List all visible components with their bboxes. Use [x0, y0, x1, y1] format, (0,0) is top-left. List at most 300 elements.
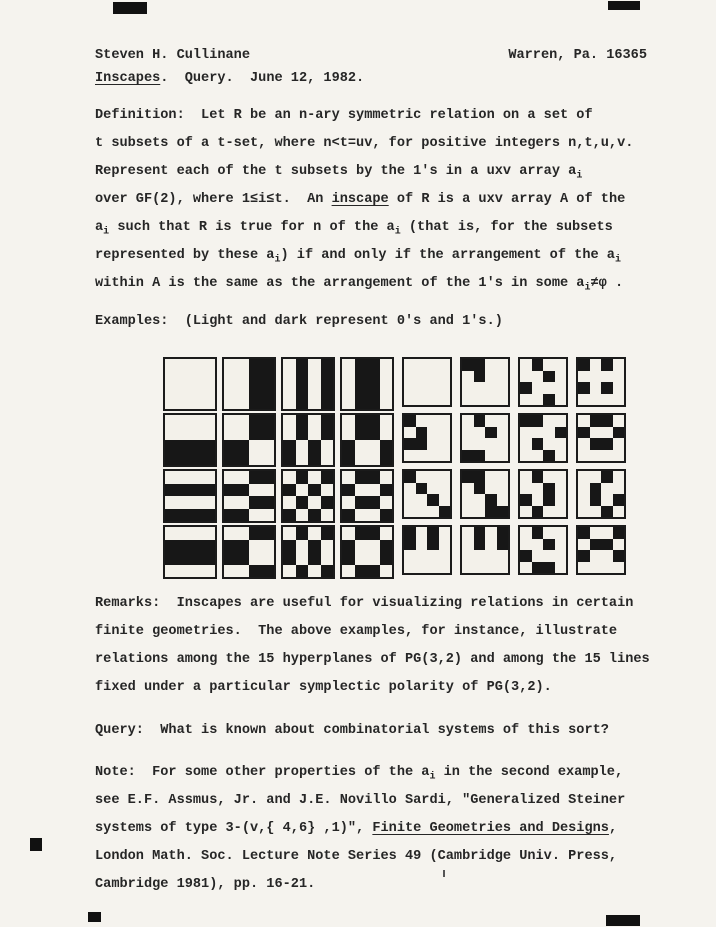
light-cell: [485, 415, 497, 427]
light-cell: [237, 415, 250, 428]
light-cell: [520, 471, 532, 483]
light-cell: [342, 384, 355, 397]
light-cell: [380, 527, 393, 540]
light-cell: [555, 371, 567, 383]
light-cell: [404, 483, 416, 495]
inscape-grid: [163, 357, 217, 411]
light-cell: [532, 382, 544, 394]
definition-paragraph: [95, 102, 647, 298]
dark-cell: [474, 527, 486, 539]
inscape-grid: [460, 413, 510, 463]
inscape-grid: [281, 525, 335, 579]
dark-cell: [367, 372, 380, 385]
light-cell: [308, 496, 321, 509]
dark-cell: [497, 527, 509, 539]
dark-cell: [237, 552, 250, 565]
inscape-grid: [460, 469, 510, 519]
dark-cell: [165, 440, 178, 453]
light-cell: [520, 506, 532, 518]
dark-cell: [532, 438, 544, 450]
light-cell: [439, 371, 451, 383]
dark-cell: [601, 359, 613, 371]
dark-cell: [224, 552, 237, 565]
light-cell: [520, 539, 532, 551]
dark-cell: [203, 552, 216, 565]
light-cell: [178, 527, 191, 540]
dark-cell: [367, 496, 380, 509]
dark-cell: [590, 539, 602, 551]
dark-cell: [190, 440, 203, 453]
light-cell: [578, 506, 590, 518]
inscape-grid: [222, 357, 276, 411]
light-cell: [342, 359, 355, 372]
light-cell: [308, 428, 321, 441]
inscape-grid: [340, 413, 394, 467]
light-cell: [497, 494, 509, 506]
light-cell: [601, 527, 613, 539]
light-cell: [439, 394, 451, 406]
header-line-2: [95, 67, 647, 90]
light-cell: [342, 527, 355, 540]
dark-cell: [165, 552, 178, 565]
dark-cell: [249, 415, 262, 428]
dark-cell: [190, 540, 203, 553]
dark-cell: [262, 428, 275, 441]
examples-label: Examples: (Light and dark represent 0's and 1's.): [95, 314, 503, 329]
light-cell: [165, 496, 178, 509]
light-cell: [342, 428, 355, 441]
light-cell: [178, 471, 191, 484]
light-cell: [296, 540, 309, 553]
dark-cell: [474, 450, 486, 462]
light-cell: [203, 428, 216, 441]
light-cell: [462, 494, 474, 506]
dark-cell: [308, 453, 321, 466]
dark-cell: [497, 506, 509, 518]
light-cell: [321, 440, 334, 453]
inscape-grid: [402, 357, 452, 407]
text-line: relations among the 15 hyperplanes of PG(3,2) and among the 15 lines: [95, 652, 650, 667]
light-cell: [237, 527, 250, 540]
dark-cell: [355, 359, 368, 372]
dark-cell: [249, 397, 262, 410]
light-cell: [165, 565, 178, 578]
light-cell: [237, 397, 250, 410]
light-cell: [474, 562, 486, 574]
dark-cell: [321, 372, 334, 385]
dark-cell: [321, 471, 334, 484]
light-cell: [532, 483, 544, 495]
dark-cell: [543, 450, 555, 462]
light-cell: [380, 384, 393, 397]
light-cell: [601, 562, 613, 574]
light-cell: [543, 550, 555, 562]
dark-cell: [262, 384, 275, 397]
light-cell: [427, 359, 439, 371]
scan-artifact: [88, 912, 101, 922]
dark-cell: [165, 453, 178, 466]
light-cell: [404, 562, 416, 574]
light-cell: [485, 562, 497, 574]
light-cell: [601, 450, 613, 462]
dark-cell: [165, 540, 178, 553]
light-cell: [165, 527, 178, 540]
light-cell: [342, 471, 355, 484]
light-cell: [262, 540, 275, 553]
dark-cell: [262, 415, 275, 428]
dark-cell: [590, 438, 602, 450]
dark-cell: [178, 440, 191, 453]
light-cell: [224, 471, 237, 484]
light-cell: [613, 471, 625, 483]
dark-cell: [190, 484, 203, 497]
light-cell: [367, 540, 380, 553]
light-cell: [283, 415, 296, 428]
dark-cell: [224, 440, 237, 453]
dark-cell: [416, 483, 428, 495]
dark-cell: [342, 453, 355, 466]
dark-cell: [416, 438, 428, 450]
light-cell: [485, 450, 497, 462]
inscape-grid: [518, 525, 568, 575]
light-cell: [416, 562, 428, 574]
light-cell: [462, 415, 474, 427]
dark-cell: [224, 484, 237, 497]
light-cell: [590, 371, 602, 383]
light-cell: [578, 471, 590, 483]
dark-cell: [367, 397, 380, 410]
light-cell: [497, 483, 509, 495]
light-cell: [165, 471, 178, 484]
dark-cell: [590, 415, 602, 427]
light-cell: [427, 550, 439, 562]
light-cell: [404, 506, 416, 518]
dark-cell: [190, 509, 203, 522]
inscape-grid: [576, 413, 626, 463]
text-line: t subsets of a t-set, where n<t=uv, for positive integers n,t,u,v.: [95, 136, 634, 151]
light-cell: [520, 371, 532, 383]
dark-cell: [262, 527, 275, 540]
dark-cell: [224, 509, 237, 522]
light-cell: [321, 453, 334, 466]
light-cell: [249, 440, 262, 453]
scan-artifact: [608, 1, 640, 10]
dark-cell: [474, 359, 486, 371]
light-cell: [590, 562, 602, 574]
light-cell: [283, 359, 296, 372]
dark-cell: [321, 397, 334, 410]
dark-cell: [601, 382, 613, 394]
dark-cell: [532, 471, 544, 483]
light-cell: [462, 382, 474, 394]
inscape-grid: [576, 525, 626, 575]
dark-cell: [462, 471, 474, 483]
dark-cell: [380, 484, 393, 497]
inscape-grid: [163, 525, 217, 579]
dark-cell: [613, 427, 625, 439]
light-cell: [439, 450, 451, 462]
light-cell: [355, 540, 368, 553]
light-cell: [367, 484, 380, 497]
dark-cell: [296, 428, 309, 441]
light-cell: [283, 397, 296, 410]
light-cell: [485, 359, 497, 371]
text-line: within A is the same as the arrangement of the 1's in some $a_i\ne\varphi$ .: [95, 276, 624, 294]
inscape-grid: [340, 357, 394, 411]
light-cell: [342, 415, 355, 428]
dark-cell: [474, 471, 486, 483]
light-cell: [578, 415, 590, 427]
dark-cell: [380, 453, 393, 466]
dark-cell: [296, 372, 309, 385]
light-cell: [555, 394, 567, 406]
dark-cell: [321, 359, 334, 372]
dark-cell: [601, 539, 613, 551]
light-cell: [462, 394, 474, 406]
dark-cell: [427, 494, 439, 506]
light-cell: [190, 428, 203, 441]
light-cell: [590, 359, 602, 371]
dark-cell: [578, 359, 590, 371]
dark-cell: [613, 527, 625, 539]
note-paragraph: [95, 759, 647, 899]
light-cell: [439, 438, 451, 450]
light-cell: [462, 427, 474, 439]
dark-cell: [283, 552, 296, 565]
light-cell: [249, 484, 262, 497]
dark-cell: [321, 384, 334, 397]
dark-cell: [321, 428, 334, 441]
light-cell: [308, 397, 321, 410]
light-cell: [404, 427, 416, 439]
light-cell: [165, 372, 178, 385]
light-cell: [224, 496, 237, 509]
light-cell: [543, 506, 555, 518]
light-cell: [543, 382, 555, 394]
light-cell: [190, 359, 203, 372]
light-cell: [520, 394, 532, 406]
light-cell: [497, 427, 509, 439]
light-cell: [427, 438, 439, 450]
light-cell: [543, 438, 555, 450]
light-cell: [590, 550, 602, 562]
dark-cell: [404, 438, 416, 450]
light-cell: [178, 428, 191, 441]
dark-cell: [543, 394, 555, 406]
dark-cell: [474, 539, 486, 551]
light-cell: [555, 550, 567, 562]
light-cell: [427, 483, 439, 495]
light-cell: [342, 565, 355, 578]
light-cell: [249, 453, 262, 466]
light-cell: [178, 415, 191, 428]
dark-cell: [427, 539, 439, 551]
light-cell: [485, 550, 497, 562]
light-cell: [283, 496, 296, 509]
light-cell: [203, 384, 216, 397]
light-cell: [224, 415, 237, 428]
light-cell: [520, 450, 532, 462]
light-cell: [601, 550, 613, 562]
light-cell: [190, 372, 203, 385]
dark-cell: [249, 565, 262, 578]
author-name: Steven H. Cullinane: [95, 48, 250, 63]
light-cell: [474, 506, 486, 518]
text-line: Definition: Let R be an n-ary symmetric relation on a set of: [95, 108, 593, 123]
light-cell: [283, 372, 296, 385]
dark-cell: [296, 397, 309, 410]
light-cell: [355, 453, 368, 466]
light-cell: [497, 550, 509, 562]
dark-cell: [283, 484, 296, 497]
light-cell: [613, 539, 625, 551]
light-cell: [190, 384, 203, 397]
light-cell: [296, 552, 309, 565]
light-cell: [462, 371, 474, 383]
dark-cell: [355, 397, 368, 410]
dark-cell: [190, 453, 203, 466]
dark-cell: [543, 371, 555, 383]
light-cell: [613, 562, 625, 574]
light-cell: [262, 552, 275, 565]
light-cell: [283, 527, 296, 540]
dark-cell: [380, 540, 393, 553]
light-cell: [439, 359, 451, 371]
light-cell: [367, 453, 380, 466]
dark-cell: [485, 494, 497, 506]
light-cell: [462, 539, 474, 551]
dark-cell: [543, 539, 555, 551]
light-cell: [178, 397, 191, 410]
light-cell: [555, 527, 567, 539]
light-cell: [416, 371, 428, 383]
dark-cell: [262, 372, 275, 385]
dark-cell: [249, 471, 262, 484]
dark-cell: [355, 527, 368, 540]
dark-cell: [404, 527, 416, 539]
dark-cell: [367, 471, 380, 484]
inscape-grid: [402, 525, 452, 575]
light-cell: [203, 397, 216, 410]
dark-cell: [520, 550, 532, 562]
query-paragraph: [95, 717, 647, 745]
text-line: Cambridge 1981), pp. 16-21.: [95, 877, 316, 892]
dark-cell: [224, 540, 237, 553]
light-cell: [555, 483, 567, 495]
inscape-diagrams: [163, 357, 647, 579]
dark-cell: [308, 509, 321, 522]
dark-cell: [355, 565, 368, 578]
dark-cell: [342, 540, 355, 553]
light-cell: [439, 483, 451, 495]
light-cell: [613, 506, 625, 518]
light-cell: [224, 397, 237, 410]
inscape-grid: [340, 525, 394, 579]
dark-cell: [262, 471, 275, 484]
dark-cell: [308, 540, 321, 553]
light-cell: [439, 471, 451, 483]
dark-cell: [308, 552, 321, 565]
light-cell: [427, 382, 439, 394]
dark-cell: [462, 359, 474, 371]
light-cell: [237, 565, 250, 578]
light-cell: [601, 494, 613, 506]
light-cell: [578, 394, 590, 406]
dark-cell: [283, 453, 296, 466]
light-cell: [380, 565, 393, 578]
light-cell: [203, 372, 216, 385]
light-cell: [416, 359, 428, 371]
light-cell: [427, 450, 439, 462]
light-cell: [404, 450, 416, 462]
light-cell: [555, 506, 567, 518]
light-cell: [590, 471, 602, 483]
dark-cell: [321, 496, 334, 509]
dark-cell: [601, 506, 613, 518]
inscape-grid: [402, 469, 452, 519]
light-cell: [416, 550, 428, 562]
light-cell: [190, 496, 203, 509]
light-cell: [613, 450, 625, 462]
light-cell: [439, 494, 451, 506]
dark-cell: [249, 496, 262, 509]
dark-cell: [237, 453, 250, 466]
light-cell: [613, 438, 625, 450]
dark-cell: [262, 496, 275, 509]
dark-cell: [355, 415, 368, 428]
dark-cell: [308, 484, 321, 497]
dark-cell: [178, 509, 191, 522]
light-cell: [165, 397, 178, 410]
light-cell: [296, 484, 309, 497]
light-cell: [532, 494, 544, 506]
dark-cell: [262, 565, 275, 578]
inscape-grid: [518, 357, 568, 407]
dark-cell: [355, 471, 368, 484]
dark-cell: [237, 540, 250, 553]
light-cell: [439, 415, 451, 427]
light-cell: [543, 527, 555, 539]
dark-cell: [249, 527, 262, 540]
dark-cell: [296, 359, 309, 372]
light-cell: [497, 450, 509, 462]
light-cell: [190, 565, 203, 578]
light-cell: [555, 359, 567, 371]
light-cell: [308, 415, 321, 428]
light-cell: [485, 382, 497, 394]
light-cell: [427, 562, 439, 574]
dark-cell: [520, 415, 532, 427]
light-cell: [321, 484, 334, 497]
light-cell: [613, 359, 625, 371]
dark-cell: [249, 384, 262, 397]
light-cell: [342, 372, 355, 385]
text-line: London Math. Soc. Lecture Note Series 49 (Cambridge Univ. Press,: [95, 849, 618, 864]
text-line: see E.F. Assmus, Jr. and J.E. Novillo Sardi, "Generalized Steiner: [95, 793, 626, 808]
light-cell: [462, 562, 474, 574]
light-cell: [190, 527, 203, 540]
light-cell: [578, 450, 590, 462]
light-cell: [590, 394, 602, 406]
light-cell: [283, 565, 296, 578]
dark-cell: [237, 484, 250, 497]
light-cell: [555, 382, 567, 394]
light-cell: [590, 506, 602, 518]
light-cell: [462, 550, 474, 562]
dark-cell: [404, 415, 416, 427]
light-cell: [224, 359, 237, 372]
light-cell: [520, 483, 532, 495]
